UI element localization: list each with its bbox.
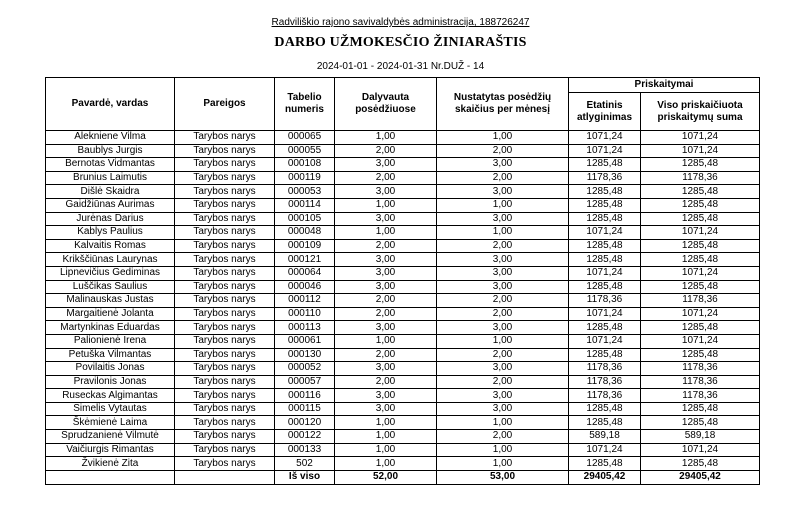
cell-attended: 2,00 — [335, 307, 437, 321]
cell-attended: 3,00 — [335, 266, 437, 280]
cell-name: Petuška Vilmantas — [46, 348, 175, 362]
cell-set-meetings: 1,00 — [437, 334, 569, 348]
table-row — [46, 334, 760, 348]
cell-total: 1285,48 — [641, 416, 760, 430]
cell-total: 1178,36 — [641, 362, 760, 376]
cell-set-meetings: 2,00 — [437, 144, 569, 158]
cell-rate: 1285,48 — [569, 280, 641, 294]
totals-blank-cell — [175, 470, 275, 484]
totals-attended: 52,00 — [335, 470, 437, 484]
cell-tabel-number: 000052 — [275, 362, 335, 376]
cell-attended: 3,00 — [335, 158, 437, 172]
cell-attended: 3,00 — [335, 280, 437, 294]
cell-set-meetings: 2,00 — [437, 307, 569, 321]
cell-tabel-number: 000110 — [275, 307, 335, 321]
cell-set-meetings: 1,00 — [437, 131, 569, 145]
cell-set-meetings: 2,00 — [437, 430, 569, 444]
col-header-name: Pavardė, vardas — [46, 78, 175, 131]
col-header-set-meetings: Nustatytas posėdžių skaičius per mėnesį — [437, 78, 569, 131]
cell-total: 1071,24 — [641, 307, 760, 321]
cell-name: Škėmienė Laima — [46, 416, 175, 430]
cell-name: Lipnevičius Gediminas — [46, 266, 175, 280]
cell-total: 1285,48 — [641, 212, 760, 226]
cell-position: Tarybos narys — [175, 321, 275, 335]
table-row — [46, 389, 760, 403]
cell-rate: 1178,36 — [569, 389, 641, 403]
cell-name: Krikščiūnas Laurynas — [46, 253, 175, 267]
table-row — [46, 266, 760, 280]
cell-rate: 1178,36 — [569, 362, 641, 376]
cell-position: Tarybos narys — [175, 253, 275, 267]
cell-position: Tarybos narys — [175, 348, 275, 362]
cell-position: Tarybos narys — [175, 416, 275, 430]
cell-total: 1285,48 — [641, 239, 760, 253]
payroll-table — [45, 77, 760, 485]
table-row — [46, 348, 760, 362]
table-row — [46, 158, 760, 172]
cell-tabel-number: 000130 — [275, 348, 335, 362]
cell-tabel-number: 000048 — [275, 226, 335, 240]
cell-position: Tarybos narys — [175, 185, 275, 199]
cell-set-meetings: 2,00 — [437, 294, 569, 308]
cell-set-meetings: 1,00 — [437, 198, 569, 212]
cell-set-meetings: 1,00 — [437, 416, 569, 430]
cell-position: Tarybos narys — [175, 389, 275, 403]
table-row — [46, 375, 760, 389]
table-body — [46, 131, 760, 471]
cell-attended: 2,00 — [335, 294, 437, 308]
cell-rate: 1178,36 — [569, 294, 641, 308]
cell-attended: 1,00 — [335, 443, 437, 457]
cell-set-meetings: 3,00 — [437, 185, 569, 199]
cell-total: 1285,48 — [641, 457, 760, 471]
cell-rate: 1178,36 — [569, 171, 641, 185]
cell-name: Palionienė Irena — [46, 334, 175, 348]
cell-attended: 1,00 — [335, 334, 437, 348]
cell-set-meetings: 3,00 — [437, 253, 569, 267]
cell-position: Tarybos narys — [175, 307, 275, 321]
cell-attended: 3,00 — [335, 389, 437, 403]
cell-rate: 1285,48 — [569, 239, 641, 253]
cell-rate: 1285,48 — [569, 198, 641, 212]
cell-set-meetings: 2,00 — [437, 239, 569, 253]
cell-name: Luščikas Saulius — [46, 280, 175, 294]
cell-total: 1071,24 — [641, 266, 760, 280]
cell-name: Dišlė Skaidra — [46, 185, 175, 199]
organization-line — [0, 17, 801, 28]
table-row — [46, 307, 760, 321]
cell-rate: 1285,48 — [569, 416, 641, 430]
table-header — [46, 78, 760, 131]
cell-rate: 1178,36 — [569, 375, 641, 389]
cell-name: Žvikienė Zita — [46, 457, 175, 471]
cell-name: Simelis Vytautas — [46, 402, 175, 416]
cell-tabel-number: 000112 — [275, 294, 335, 308]
cell-name: Pravilonis Jonas — [46, 375, 175, 389]
cell-name: Jurėnas Darius — [46, 212, 175, 226]
cell-rate: 1071,24 — [569, 226, 641, 240]
cell-total: 1285,48 — [641, 321, 760, 335]
cell-name: Gaidžiūnas Aurimas — [46, 198, 175, 212]
table-row — [46, 430, 760, 444]
cell-name: Ruseckas Algimantas — [46, 389, 175, 403]
cell-name: Kablys Paulius — [46, 226, 175, 240]
cell-position: Tarybos narys — [175, 198, 275, 212]
cell-rate: 589,18 — [569, 430, 641, 444]
cell-rate: 1071,24 — [569, 144, 641, 158]
cell-total: 1071,24 — [641, 334, 760, 348]
cell-tabel-number: 000116 — [275, 389, 335, 403]
cell-attended: 2,00 — [335, 171, 437, 185]
cell-tabel-number: 000055 — [275, 144, 335, 158]
col-header-total: Viso priskaičiuota priskaitymų suma — [641, 93, 760, 131]
cell-name: Baublys Jurgis — [46, 144, 175, 158]
cell-set-meetings: 2,00 — [437, 375, 569, 389]
cell-total: 1178,36 — [641, 375, 760, 389]
cell-set-meetings: 3,00 — [437, 158, 569, 172]
cell-rate: 1285,48 — [569, 158, 641, 172]
cell-position: Tarybos narys — [175, 457, 275, 471]
cell-position: Tarybos narys — [175, 171, 275, 185]
cell-total: 1285,48 — [641, 280, 760, 294]
cell-attended: 3,00 — [335, 212, 437, 226]
table-row — [46, 198, 760, 212]
cell-attended: 1,00 — [335, 416, 437, 430]
cell-name: Brunius Laimutis — [46, 171, 175, 185]
totals-set-meetings: 53,00 — [437, 470, 569, 484]
document-period: 2024-01-01 - 2024-01-31 Nr.DUŽ - 14 — [316, 61, 485, 72]
cell-total: 1071,24 — [641, 443, 760, 457]
cell-rate: 1071,24 — [569, 131, 641, 145]
table-row — [46, 321, 760, 335]
cell-attended: 1,00 — [335, 457, 437, 471]
cell-tabel-number: 000122 — [275, 430, 335, 444]
cell-position: Tarybos narys — [175, 212, 275, 226]
cell-position: Tarybos narys — [175, 280, 275, 294]
totals-blank-cell — [46, 470, 175, 484]
table-row — [46, 457, 760, 471]
table-row — [46, 362, 760, 376]
cell-position: Tarybos narys — [175, 144, 275, 158]
cell-set-meetings: 3,00 — [437, 212, 569, 226]
cell-tabel-number: 000121 — [275, 253, 335, 267]
totals-rate: 29405,42 — [569, 470, 641, 484]
col-header-attended: Dalyvauta posėdžiuose — [335, 78, 437, 131]
table-row — [46, 280, 760, 294]
cell-total: 1178,36 — [641, 294, 760, 308]
cell-tabel-number: 000053 — [275, 185, 335, 199]
col-header-tabel-number: Tabelio numeris — [275, 78, 335, 131]
cell-position: Tarybos narys — [175, 294, 275, 308]
cell-rate: 1285,48 — [569, 457, 641, 471]
cell-tabel-number: 000105 — [275, 212, 335, 226]
table-row — [46, 226, 760, 240]
cell-set-meetings: 3,00 — [437, 280, 569, 294]
cell-attended: 1,00 — [335, 198, 437, 212]
cell-total: 1178,36 — [641, 389, 760, 403]
table-row — [46, 294, 760, 308]
cell-position: Tarybos narys — [175, 362, 275, 376]
cell-tabel-number: 000064 — [275, 266, 335, 280]
cell-rate: 1071,24 — [569, 334, 641, 348]
cell-attended: 1,00 — [335, 226, 437, 240]
cell-set-meetings: 3,00 — [437, 266, 569, 280]
cell-name: Alekniene Vilma — [46, 131, 175, 145]
cell-name: Vaičiurgis Rimantas — [46, 443, 175, 457]
cell-set-meetings: 3,00 — [437, 362, 569, 376]
totals-row — [46, 470, 760, 484]
cell-total: 589,18 — [641, 430, 760, 444]
cell-total: 1071,24 — [641, 131, 760, 145]
cell-set-meetings: 3,00 — [437, 321, 569, 335]
cell-attended: 2,00 — [335, 144, 437, 158]
table-row — [46, 131, 760, 145]
cell-total: 1285,48 — [641, 158, 760, 172]
cell-tabel-number: 000115 — [275, 402, 335, 416]
cell-rate: 1285,48 — [569, 185, 641, 199]
col-group-header-accruals: Priskaitymai — [569, 78, 760, 93]
cell-total: 1285,48 — [641, 185, 760, 199]
cell-tabel-number: 000046 — [275, 280, 335, 294]
cell-attended: 2,00 — [335, 239, 437, 253]
table-row — [46, 402, 760, 416]
cell-tabel-number: 000108 — [275, 158, 335, 172]
cell-tabel-number: 000120 — [275, 416, 335, 430]
cell-tabel-number: 502 — [275, 457, 335, 471]
cell-total: 1071,24 — [641, 226, 760, 240]
cell-attended: 2,00 — [335, 375, 437, 389]
cell-attended: 3,00 — [335, 185, 437, 199]
cell-set-meetings: 2,00 — [437, 348, 569, 362]
cell-position: Tarybos narys — [175, 226, 275, 240]
cell-set-meetings: 3,00 — [437, 402, 569, 416]
table-row — [46, 443, 760, 457]
cell-total: 1285,48 — [641, 198, 760, 212]
col-header-rate: Etatinis atlyginimas — [569, 93, 641, 131]
table-row — [46, 144, 760, 158]
cell-attended: 3,00 — [335, 362, 437, 376]
cell-tabel-number: 000133 — [275, 443, 335, 457]
cell-name: Kalvaitis Romas — [46, 239, 175, 253]
cell-attended: 3,00 — [335, 253, 437, 267]
cell-position: Tarybos narys — [175, 430, 275, 444]
cell-name: Martynkinas Eduardas — [46, 321, 175, 335]
totals-label: Iš viso — [275, 470, 335, 484]
cell-name: Bernotas Vidmantas — [46, 158, 175, 172]
cell-rate: 1285,48 — [569, 212, 641, 226]
cell-position: Tarybos narys — [175, 375, 275, 389]
cell-set-meetings: 3,00 — [437, 389, 569, 403]
cell-attended: 2,00 — [335, 348, 437, 362]
table-row — [46, 239, 760, 253]
cell-position: Tarybos narys — [175, 239, 275, 253]
cell-tabel-number: 000109 — [275, 239, 335, 253]
table-row — [46, 416, 760, 430]
cell-total: 1285,48 — [641, 348, 760, 362]
cell-tabel-number: 000114 — [275, 198, 335, 212]
cell-rate: 1285,48 — [569, 348, 641, 362]
cell-position: Tarybos narys — [175, 402, 275, 416]
cell-position: Tarybos narys — [175, 443, 275, 457]
cell-position: Tarybos narys — [175, 131, 275, 145]
cell-rate: 1285,48 — [569, 402, 641, 416]
table-footer — [46, 470, 760, 484]
col-header-position: Pareigos — [175, 78, 275, 131]
cell-total: 1285,48 — [641, 253, 760, 267]
cell-total: 1285,48 — [641, 402, 760, 416]
table-row — [46, 185, 760, 199]
cell-set-meetings: 1,00 — [437, 457, 569, 471]
cell-set-meetings: 1,00 — [437, 443, 569, 457]
cell-attended: 3,00 — [335, 321, 437, 335]
cell-position: Tarybos narys — [175, 334, 275, 348]
cell-position: Tarybos narys — [175, 158, 275, 172]
cell-name: Povilaitis Jonas — [46, 362, 175, 376]
cell-attended: 3,00 — [335, 402, 437, 416]
cell-tabel-number: 000065 — [275, 131, 335, 145]
document-title: DARBO UŽMOKESČIO ŽINIARAŠTIS — [274, 35, 527, 50]
table-row — [46, 171, 760, 185]
cell-attended: 1,00 — [335, 430, 437, 444]
cell-set-meetings: 1,00 — [437, 226, 569, 240]
cell-rate: 1071,24 — [569, 307, 641, 321]
organization-text: Radviliškio rajono savivaldybės administracija, 188726247 — [271, 17, 530, 28]
cell-rate: 1285,48 — [569, 253, 641, 267]
table-row — [46, 212, 760, 226]
cell-name: Sprudzanienė Vilmutė — [46, 430, 175, 444]
cell-position: Tarybos narys — [175, 266, 275, 280]
cell-rate: 1071,24 — [569, 443, 641, 457]
cell-tabel-number: 000061 — [275, 334, 335, 348]
cell-rate: 1285,48 — [569, 321, 641, 335]
cell-tabel-number: 000057 — [275, 375, 335, 389]
cell-tabel-number: 000113 — [275, 321, 335, 335]
cell-attended: 1,00 — [335, 131, 437, 145]
cell-total: 1178,36 — [641, 171, 760, 185]
table-row — [46, 253, 760, 267]
totals-total: 29405,42 — [641, 470, 760, 484]
cell-name: Malinauskas Justas — [46, 294, 175, 308]
cell-rate: 1071,24 — [569, 266, 641, 280]
cell-total: 1071,24 — [641, 144, 760, 158]
cell-tabel-number: 000119 — [275, 171, 335, 185]
cell-name: Margaitienė Jolanta — [46, 307, 175, 321]
cell-set-meetings: 2,00 — [437, 171, 569, 185]
